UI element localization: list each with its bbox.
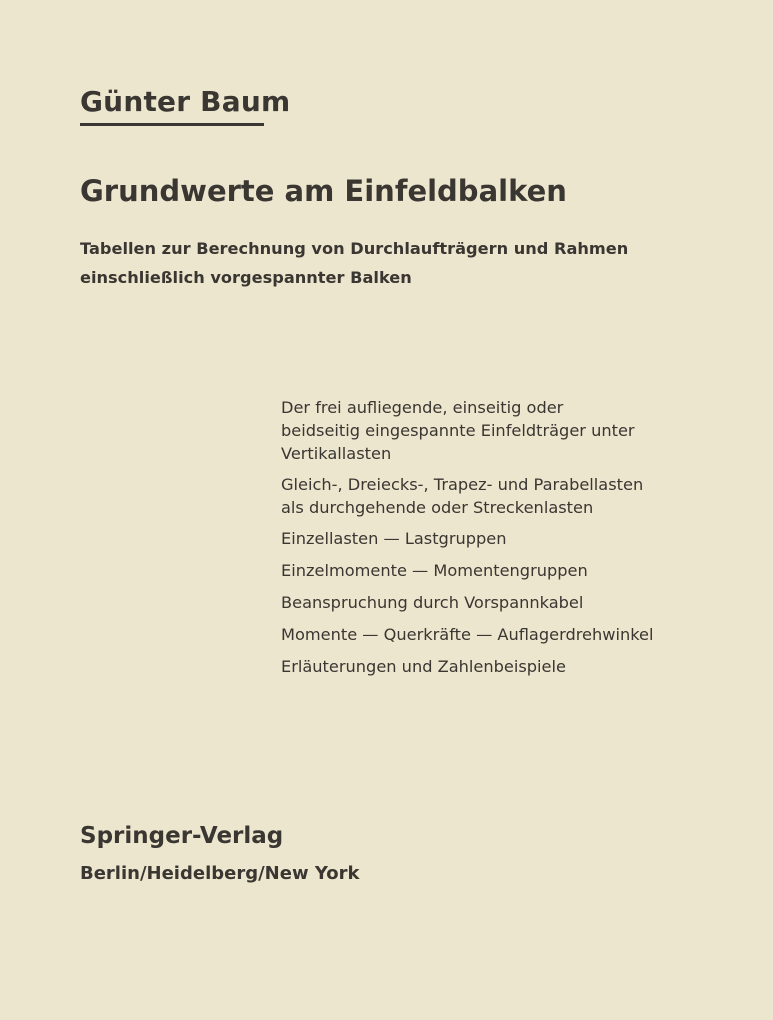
author-name: Günter Baum [80, 85, 291, 118]
topic-item [281, 396, 654, 465]
topic-line: beidseitig eingespannte Einfeldträger unter [281, 421, 635, 440]
topic-line: Einzellasten — Lastgruppen [281, 529, 507, 548]
topic-line: als durchgehende oder Streckenlasten [281, 498, 594, 517]
topic-line: Einzelmomente — Momentengruppen [281, 561, 588, 580]
subtitle-line: einschließlich vorgespannter Balken [80, 268, 412, 287]
topic-item [281, 623, 654, 646]
topic-item [281, 473, 654, 519]
subtitle-line: Tabellen zur Berechnung von Durchlaufträgern und Rahmen [80, 239, 629, 258]
book-subtitle [80, 234, 628, 292]
publisher-name: Springer-Verlag [80, 823, 284, 849]
topic-line: Der frei aufliegende, einseitig oder [281, 398, 564, 417]
book-title: Grundwerte am Einfeldbalken [80, 174, 567, 208]
topic-item [281, 559, 654, 582]
publisher-cities: Berlin/Heidelberg/New York [80, 863, 360, 884]
topic-item [281, 527, 654, 550]
topic-line: Erläuterungen und Zahlenbeispiele [281, 657, 566, 676]
topic-item [281, 591, 654, 614]
topic-item [281, 655, 654, 678]
topic-line: Gleich-, Dreiecks-, Trapez- und Parabellasten [281, 475, 644, 494]
topic-line: Momente — Querkräfte — Auflagerdrehwinkel [281, 625, 654, 644]
author-underline [80, 123, 264, 126]
topic-line: Beanspruchung durch Vorspannkabel [281, 593, 584, 612]
topic-line: Vertikallasten [281, 444, 392, 463]
topics-list [281, 396, 654, 687]
